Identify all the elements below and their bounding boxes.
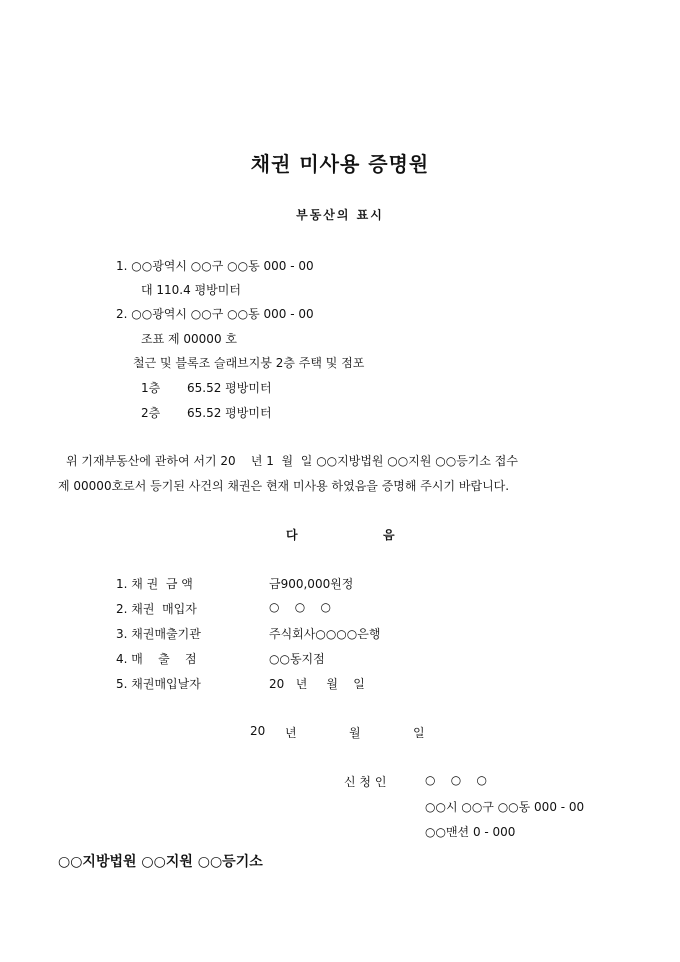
applicant-address: ○○시 ○○구 ○○동 000 - 00	[425, 800, 585, 814]
property-heading: 부동산의 표시	[296, 208, 384, 222]
detail-label: 5. 채권매입날자	[116, 677, 201, 691]
detail-label: 2. 채권 매입자	[116, 602, 197, 616]
date-year: 20	[250, 724, 266, 738]
detail-label: 3. 채권매출기관	[116, 627, 201, 641]
applicant-label: 신 청 인	[344, 775, 387, 789]
date-year-unit: 년	[285, 726, 297, 740]
document-title: 채권 미사용 증명원	[250, 152, 430, 176]
detail-value: ○○동지점	[269, 652, 325, 666]
floor1-label: 1층	[141, 381, 161, 395]
floor2-label: 2층	[141, 406, 161, 420]
floor1-area: 65.52 평방미터	[187, 381, 272, 395]
detail-value: ○ ○ ○	[269, 600, 331, 614]
property-item1-address: 1. ○○광역시 ○○구 ○○동 000 - 00	[116, 259, 314, 273]
applicant-address-detail: ○○맨션 0 - 000	[425, 825, 516, 839]
court-name: ○○지방법원 ○○지원 ○○등기소	[58, 854, 263, 870]
detail-label: 1. 채 권 금 액	[116, 577, 193, 591]
detail-value: 금900,000원정	[269, 577, 354, 591]
detail-value: 20 년 월 일	[269, 677, 365, 691]
body-line-1: 위 기재부동산에 관하여 서기 20 년 1 월 일 ○○지방법원 ○○지원 ○○등기소 접수	[66, 454, 518, 468]
detail-label: 4. 매 출 점	[116, 652, 197, 666]
next-heading-left: 다	[286, 528, 298, 542]
floor2-area: 65.52 평방미터	[187, 406, 272, 420]
date-day-unit: 일	[413, 726, 425, 740]
applicant-name: ○ ○ ○	[425, 773, 487, 787]
property-item1-land: 대 110.4 평방미터	[141, 283, 241, 297]
date-month-unit: 월	[349, 726, 361, 740]
body-line-2: 제 00000호로서 등기된 사건의 채권은 현재 미사용 하였음을 증명해 주시기 바랍니다.	[58, 479, 510, 493]
property-item2-address: 2. ○○광역시 ○○구 ○○동 000 - 00	[116, 307, 314, 321]
property-item2-registry: 조표 제 00000 호	[141, 332, 237, 346]
property-item2-structure: 철근 및 블록조 슬래브지붕 2층 주택 및 점포	[133, 356, 365, 370]
detail-value: 주식회사○○○○은행	[269, 627, 381, 641]
next-heading-right: 음	[383, 528, 395, 542]
